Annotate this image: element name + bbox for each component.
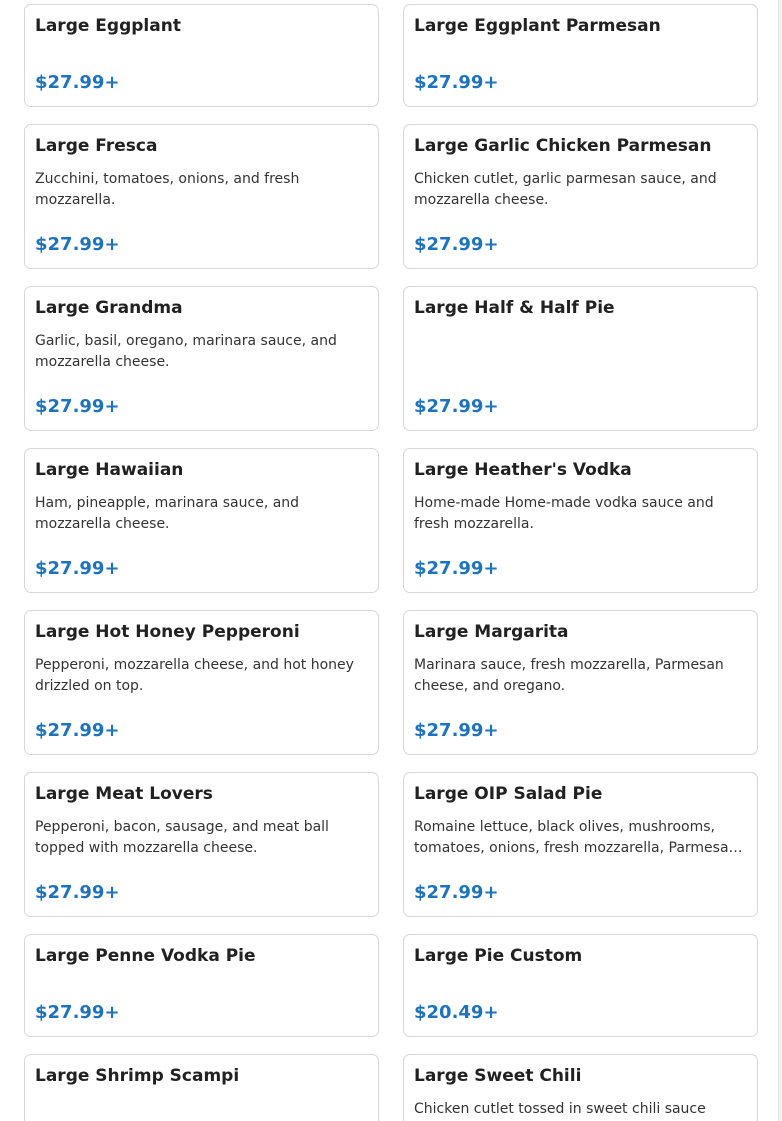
menu-item-description: Chicken cutlet tossed in sweet chili sauce bbox=[414, 1101, 706, 1117]
menu-item-name: Large Sweet Chili bbox=[414, 1066, 582, 1086]
menu-item-card[interactable] bbox=[24, 1054, 379, 1121]
menu-item-name: Large Penne Vodka Pie bbox=[35, 946, 256, 966]
menu-item-name: Large Hawaiian bbox=[35, 460, 184, 480]
menu-item-card[interactable] bbox=[403, 448, 758, 593]
menu-item-name: Large Fresca bbox=[35, 136, 158, 156]
menu-item-description: Marinara sauce, fresh mozzarella, Parmesan cheese, and oregano. bbox=[414, 657, 724, 694]
menu-item-name: Large Eggplant Parmesan bbox=[414, 16, 661, 36]
menu-item-card[interactable] bbox=[403, 934, 758, 1037]
menu-item-card[interactable] bbox=[403, 610, 758, 755]
menu-item-description: Home-made Home-made vodka sauce and fresh mozzarella. bbox=[414, 495, 714, 532]
menu-item-price: $27.99+ bbox=[35, 396, 120, 417]
menu-item-price: $27.99+ bbox=[35, 234, 120, 255]
menu-item-description: Pepperoni, mozzarella cheese, and hot honey drizzled on top. bbox=[35, 657, 354, 694]
menu-item-price: $27.99+ bbox=[35, 720, 120, 741]
menu-item-name: Large Hot Honey Pepperoni bbox=[35, 622, 300, 642]
menu-item-description: Garlic, basil, oregano, marinara sauce, and mozzarella cheese. bbox=[35, 333, 337, 370]
menu-item-description: Pepperoni, bacon, sausage, and meat ball topped with mozzarella cheese. bbox=[35, 819, 329, 856]
menu-item-name: Large Heather's Vodka bbox=[414, 460, 632, 480]
menu-item-card[interactable] bbox=[403, 286, 758, 431]
menu-item-card[interactable] bbox=[24, 448, 379, 593]
menu-item-card[interactable] bbox=[24, 286, 379, 431]
menu-item-price: $27.99+ bbox=[35, 882, 120, 903]
menu-item-name: Large Pie Custom bbox=[414, 946, 583, 966]
menu-item-price: $27.99+ bbox=[414, 396, 499, 417]
menu-item-card[interactable] bbox=[403, 1054, 758, 1121]
menu-item-price: $27.99+ bbox=[414, 558, 499, 579]
menu-item-price: $27.99+ bbox=[35, 558, 120, 579]
menu-item-card[interactable] bbox=[403, 124, 758, 269]
menu-item-description: Chicken cutlet, garlic parmesan sauce, and mozzarella cheese. bbox=[414, 171, 717, 208]
menu-item-name: Large Margarita bbox=[414, 622, 569, 642]
menu-item-price: $27.99+ bbox=[414, 234, 499, 255]
menu-item-name: Large Eggplant bbox=[35, 16, 181, 36]
menu-item-card[interactable] bbox=[24, 610, 379, 755]
menu-item-price: $27.99+ bbox=[414, 720, 499, 741]
menu-item-card[interactable] bbox=[403, 4, 758, 107]
menu-item-name: Large Grandma bbox=[35, 298, 183, 318]
menu-item-card[interactable] bbox=[24, 934, 379, 1037]
menu-item-price: $27.99+ bbox=[35, 1002, 120, 1023]
menu-item-price: $27.99+ bbox=[414, 72, 499, 93]
menu-item-name: Large OIP Salad Pie bbox=[414, 784, 603, 804]
menu-item-name: Large Garlic Chicken Parmesan bbox=[414, 136, 712, 156]
menu-item-price: $27.99+ bbox=[35, 72, 120, 93]
menu-item-price: $20.49+ bbox=[414, 1002, 499, 1023]
menu-item-card[interactable] bbox=[403, 772, 758, 917]
menu-item-card[interactable] bbox=[24, 772, 379, 917]
menu-item-card[interactable] bbox=[24, 124, 379, 269]
menu-item-description: Romaine lettuce, black olives, mushrooms, tomatoes, onions, fresh mozzarella, Parmesa… bbox=[414, 819, 743, 856]
menu-item-name: Large Half & Half Pie bbox=[414, 298, 615, 318]
menu-item-price: $27.99+ bbox=[414, 882, 499, 903]
menu-item-name: Large Meat Lovers bbox=[35, 784, 213, 804]
scrollbar[interactable] bbox=[778, 0, 782, 1121]
menu-item-name: Large Shrimp Scampi bbox=[35, 1066, 240, 1086]
menu-item-description: Ham, pineapple, marinara sauce, and mozzarella cheese. bbox=[35, 495, 300, 532]
menu-item-description: Zucchini, tomatoes, onions, and fresh mozzarella. bbox=[35, 171, 300, 208]
menu-item-grid bbox=[24, 4, 758, 1121]
menu-item-card[interactable] bbox=[24, 4, 379, 107]
